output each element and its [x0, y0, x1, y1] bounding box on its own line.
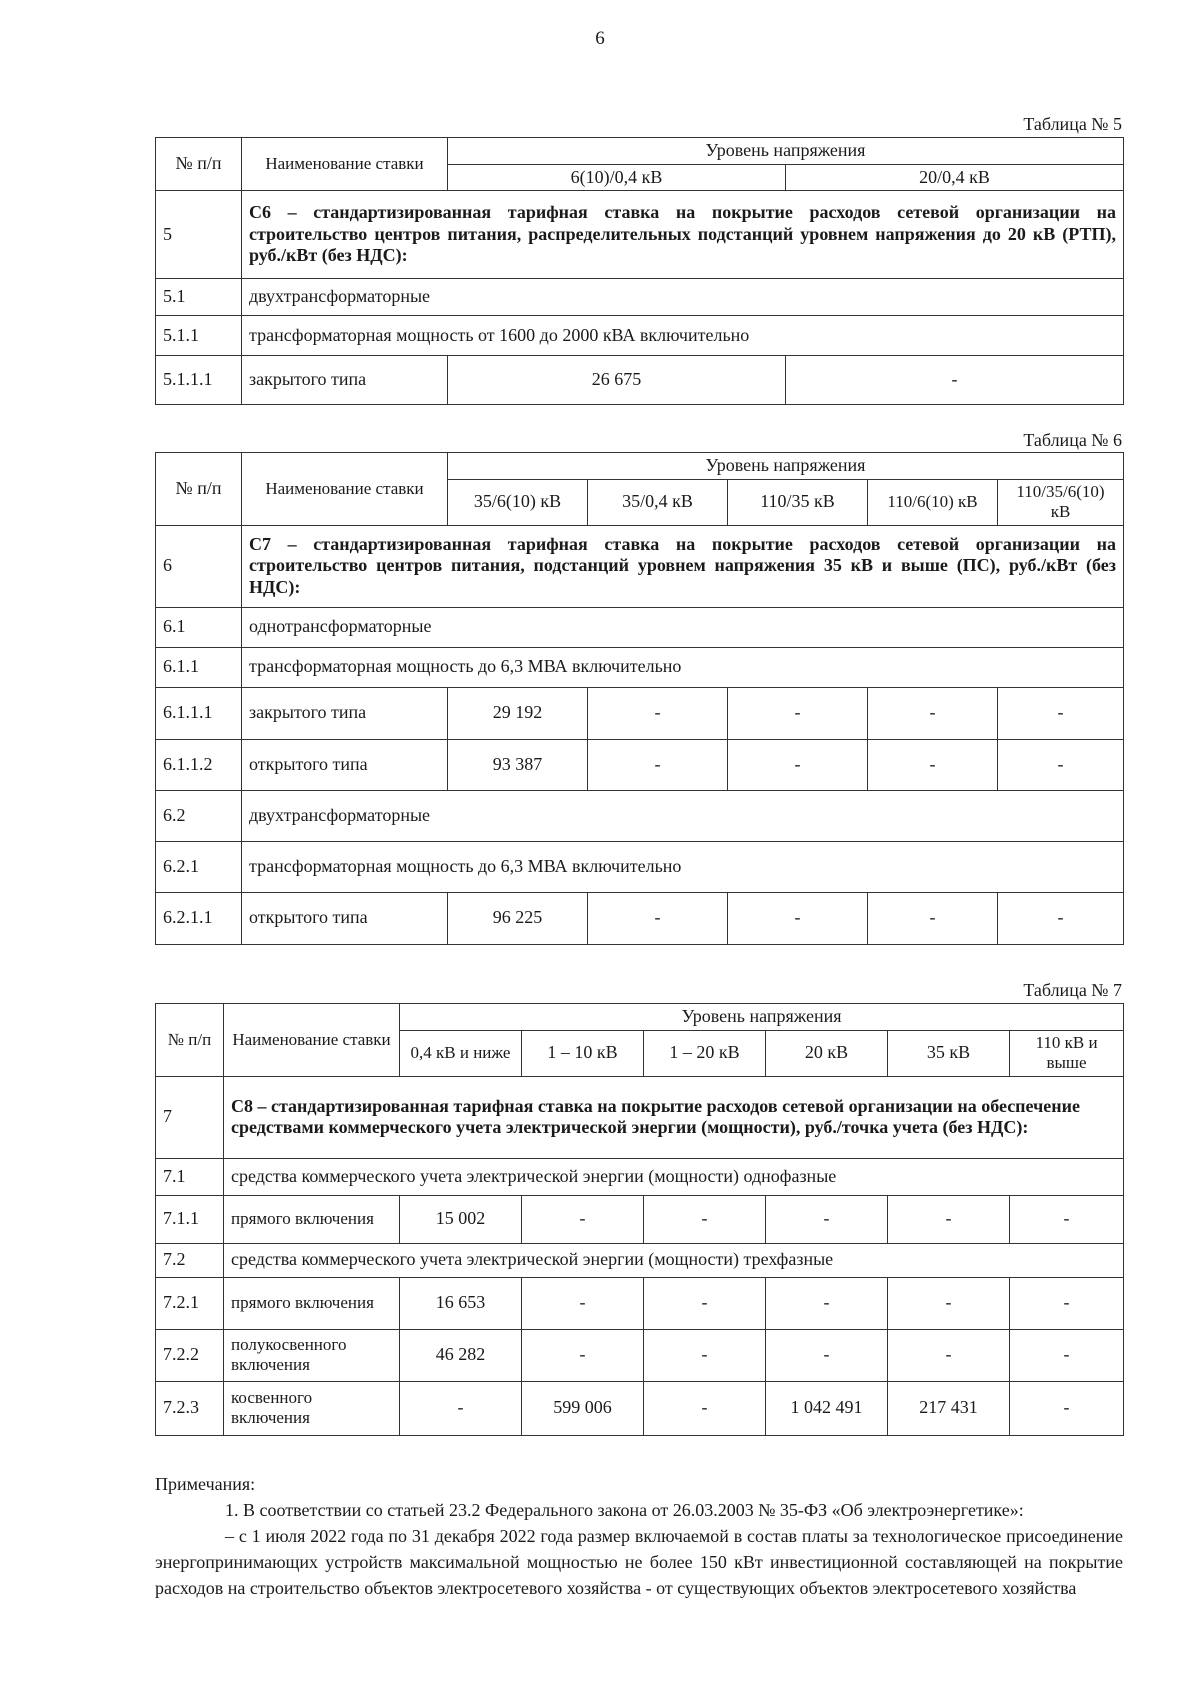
table5-header-name: Наименование ставки	[242, 138, 448, 191]
row-number: 6.2	[156, 790, 242, 841]
row-label: средства коммерческого учета электрической энергии (мощности) однофазные	[224, 1158, 1124, 1195]
row-number: 7.2	[156, 1243, 224, 1277]
table-cell: -	[868, 892, 998, 944]
row-number: 6.1	[156, 607, 242, 647]
table6-header-num: № п/п	[156, 453, 242, 526]
table-row	[156, 790, 1124, 841]
row-label: двухтрансформаторные	[242, 279, 1124, 316]
table-cell: -	[868, 739, 998, 790]
table-cell: -	[786, 356, 1124, 405]
table5-header-num: № п/п	[156, 138, 242, 191]
table5-header-level: Уровень напряжения	[448, 138, 1124, 165]
table6	[155, 452, 1124, 945]
row-number: 7.2.3	[156, 1381, 224, 1435]
table-row	[156, 687, 1124, 739]
row-number: 5.1.1	[156, 316, 242, 356]
table-row	[156, 1243, 1124, 1277]
table-cell: -	[766, 1195, 888, 1243]
row-number: 6.1.1	[156, 647, 242, 687]
table-cell: -	[728, 892, 868, 944]
table6-header-name: Наименование ставки	[242, 453, 448, 526]
row-label: открытого типа	[242, 739, 448, 790]
table6-level: 35/6(10) кВ	[448, 479, 588, 525]
notes-paragraph: 1. В соответствии со статьей 23.2 Федерального закона от 26.03.2003 № 35-ФЗ «Об электроэнергетике»:	[225, 1500, 1024, 1521]
table-row	[156, 1329, 1124, 1381]
table-row	[156, 1195, 1124, 1243]
table-cell: -	[522, 1329, 644, 1381]
table-cell: 15 002	[400, 1195, 522, 1243]
table-cell: -	[588, 892, 728, 944]
row-heading: С8 – стандартизированная тарифная ставка на покрытие расходов сетевой организации на обеспечение средствами коммерческого учета электрической энергии (мощности), руб./точка учета (без НДС):	[224, 1076, 1124, 1158]
row-number: 6.2.1.1	[156, 892, 242, 944]
table-cell: -	[522, 1277, 644, 1329]
table-cell: -	[1010, 1277, 1124, 1329]
table7-level: 35 кВ	[888, 1030, 1010, 1076]
table-cell: 1 042 491	[766, 1381, 888, 1435]
row-label: двухтрансформаторные	[242, 790, 1124, 841]
row-label: закрытого типа	[242, 356, 448, 405]
notes-heading: Примечания:	[155, 1474, 256, 1494]
table-cell: -	[1010, 1381, 1124, 1435]
table-cell: -	[1010, 1195, 1124, 1243]
table-row	[156, 191, 1124, 279]
table-cell: 93 387	[448, 739, 588, 790]
table7-header-num: № п/п	[156, 1004, 224, 1077]
notes-paragraph: – с 1 июля 2022 года по 31 декабря 2022 года размер включаемой в состав платы за технологическое присоединение энергопринимающих устройств максимальной мощностью не более 150 кВт инвестиционной составляющей на покрытие расходов на строительство объектов электросетевого хозяйства - от существующих объектов электросетевого хозяйства	[155, 1526, 1123, 1599]
table-cell: -	[644, 1329, 766, 1381]
row-label: прямого включения	[224, 1277, 400, 1329]
row-heading: С6 – стандартизированная тарифная ставка на покрытие расходов сетевой организации на строительство центров питания, распределительных подстанций уровнем напряжения до 20 кВ (РТП), руб./кВт (без НДС):	[242, 191, 1124, 279]
table-row	[156, 647, 1124, 687]
table6-level: 35/0,4 кВ	[588, 479, 728, 525]
row-label: трансформаторная мощность до 6,3 МВА включительно	[242, 841, 1124, 892]
row-number: 5.1	[156, 279, 242, 316]
row-label: однотрансформаторные	[242, 607, 1124, 647]
row-label: косвенного включения	[224, 1381, 400, 1435]
row-number: 7.1	[156, 1158, 224, 1195]
row-label: трансформаторная мощность до 6,3 МВА включительно	[242, 647, 1124, 687]
row-label: трансформаторная мощность от 1600 до 2000 кВА включительно	[242, 316, 1124, 356]
table7-level: 110 кВ и выше	[1010, 1030, 1124, 1076]
table-cell: -	[888, 1277, 1010, 1329]
table-row	[156, 525, 1124, 607]
table-row	[156, 1076, 1124, 1158]
table-cell: -	[728, 687, 868, 739]
row-label: полукосвенного включения	[224, 1329, 400, 1381]
table-cell: 26 675	[448, 356, 786, 405]
row-number: 7.2.2	[156, 1329, 224, 1381]
table-cell: -	[766, 1329, 888, 1381]
row-number: 6.1.1.1	[156, 687, 242, 739]
table-row	[156, 356, 1124, 405]
table7-level: 1 – 10 кВ	[522, 1030, 644, 1076]
row-number: 6	[156, 525, 242, 607]
table7-header-level: Уровень напряжения	[400, 1004, 1124, 1031]
table-cell: -	[588, 687, 728, 739]
row-number: 6.1.1.2	[156, 739, 242, 790]
table-row	[156, 892, 1124, 944]
table-cell: 29 192	[448, 687, 588, 739]
table-cell: -	[644, 1381, 766, 1435]
page-number: 6	[595, 28, 605, 49]
table-cell: -	[998, 739, 1124, 790]
table6-level: 110/6(10) кВ	[868, 479, 998, 525]
table-cell: -	[588, 739, 728, 790]
table-cell: 217 431	[888, 1381, 1010, 1435]
table5-caption: Таблица № 5	[1023, 114, 1122, 134]
table7-header-name: Наименование ставки	[224, 1004, 400, 1077]
table-row	[156, 739, 1124, 790]
row-number: 5	[156, 191, 242, 279]
table7-caption: Таблица № 7	[1023, 980, 1122, 1000]
table-row	[156, 316, 1124, 356]
row-number: 7.2.1	[156, 1277, 224, 1329]
table-cell: 599 006	[522, 1381, 644, 1435]
table-cell: -	[998, 687, 1124, 739]
table-cell: -	[766, 1277, 888, 1329]
table-cell: -	[644, 1277, 766, 1329]
table-cell: -	[400, 1381, 522, 1435]
table-cell: -	[998, 892, 1124, 944]
row-label: прямого включения	[224, 1195, 400, 1243]
table7-level: 1 – 20 кВ	[644, 1030, 766, 1076]
row-label: открытого типа	[242, 892, 448, 944]
row-number: 6.2.1	[156, 841, 242, 892]
table-row	[156, 607, 1124, 647]
table7	[155, 1003, 1124, 1436]
table-cell: -	[1010, 1329, 1124, 1381]
row-number: 7.1.1	[156, 1195, 224, 1243]
table-cell: 46 282	[400, 1329, 522, 1381]
table6-caption: Таблица № 6	[1023, 430, 1122, 450]
table6-level: 110/35 кВ	[728, 479, 868, 525]
table-cell: -	[888, 1195, 1010, 1243]
table-cell: -	[644, 1195, 766, 1243]
row-label: закрытого типа	[242, 687, 448, 739]
row-number: 5.1.1.1	[156, 356, 242, 405]
table-cell: 16 653	[400, 1277, 522, 1329]
table7-level: 0,4 кВ и ниже	[400, 1030, 522, 1076]
table-cell: 96 225	[448, 892, 588, 944]
table5	[155, 137, 1124, 405]
table-row	[156, 1381, 1124, 1435]
notes-section	[155, 1471, 1123, 1601]
table5-level: 6(10)/0,4 кВ	[448, 164, 786, 191]
row-label: средства коммерческого учета электрической энергии (мощности) трехфазные	[224, 1243, 1124, 1277]
table-cell: -	[728, 739, 868, 790]
table-cell: -	[522, 1195, 644, 1243]
table5-level: 20/0,4 кВ	[786, 164, 1124, 191]
table-row	[156, 841, 1124, 892]
table6-level: 110/35/6(10) кВ	[998, 479, 1124, 525]
table-row	[156, 1277, 1124, 1329]
table7-level: 20 кВ	[766, 1030, 888, 1076]
table-row	[156, 279, 1124, 316]
row-heading: С7 – стандартизированная тарифная ставка на покрытие расходов сетевой организации на строительство центров питания, подстанций уровнем напряжения 35 кВ и выше (ПС), руб./кВт (без НДС):	[242, 525, 1124, 607]
row-number: 7	[156, 1076, 224, 1158]
table6-header-level: Уровень напряжения	[448, 453, 1124, 480]
table-row	[156, 1158, 1124, 1195]
table-cell: -	[868, 687, 998, 739]
table-cell: -	[888, 1329, 1010, 1381]
